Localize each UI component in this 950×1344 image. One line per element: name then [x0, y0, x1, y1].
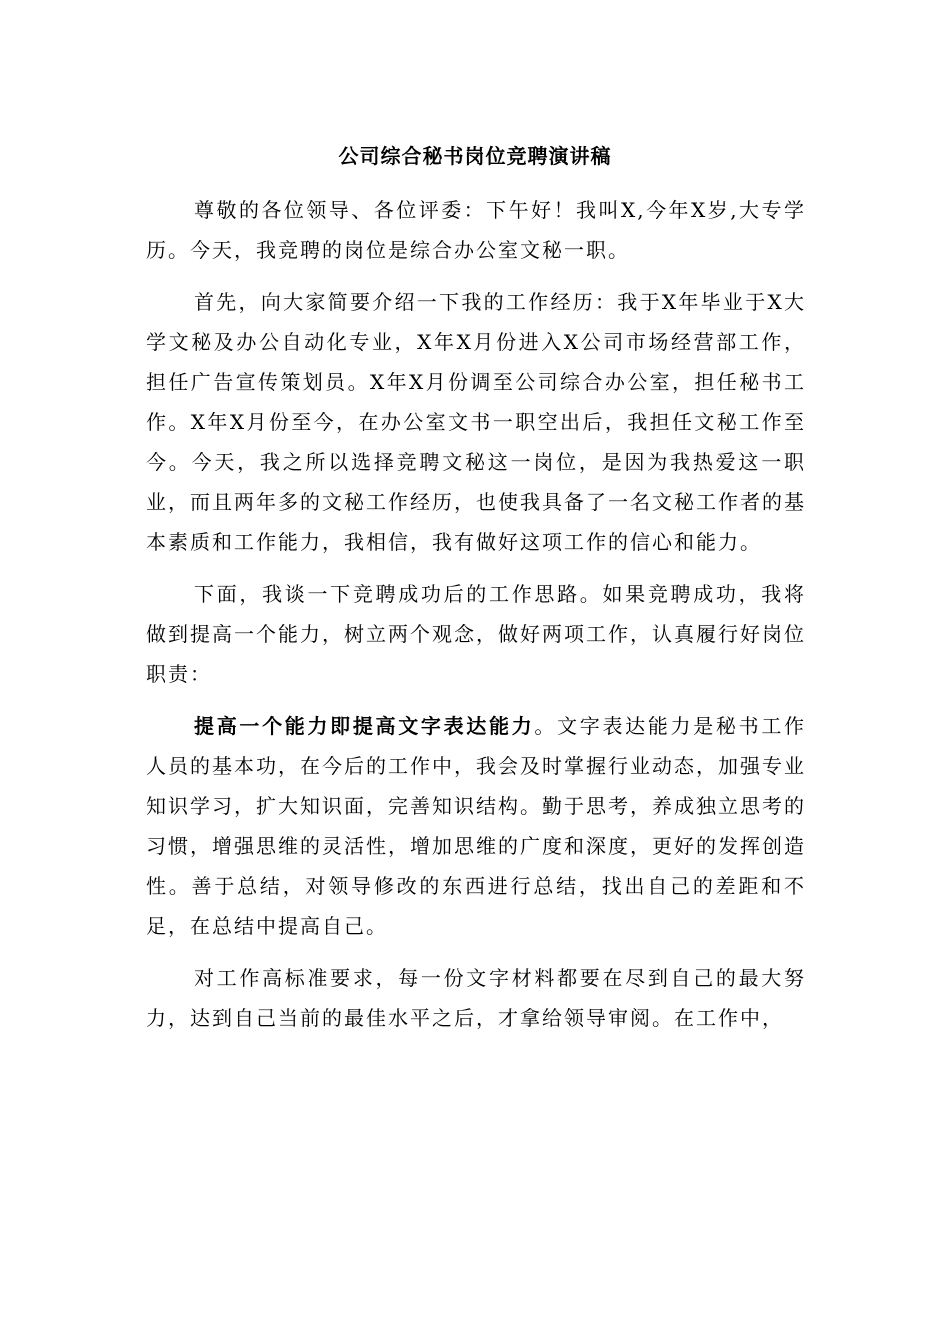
- paragraph-text: 下面，我谈一下竞聘成功后的工作思路。如果竞聘成功，我将做到提高一个能力，树立两个观念，做好两项工作，认真履行好岗位职责：: [146, 582, 806, 686]
- paragraph-bold-lead: 提高一个能力即提高文字表达能力: [194, 714, 535, 738]
- paragraph-work-plan: [146, 574, 806, 694]
- paragraph-high-standards: [146, 958, 806, 1038]
- paragraph-text: 首先，向大家简要介绍一下我的工作经历：我于X年毕业于X大学文秘及办公自动化专业，X年X月份进入X公司市场经营部工作，担任广告宣传策划员。X年X月份调至公司综合办公室，担任秘书工作。X年X月份至今，在办公室文书一职空出后，我担任文秘工作至今。今天，我之所以选择竞聘文秘这一岗位，是因为我热爱这一职业，而且两年多的文秘工作经历，也使我具备了一名文秘工作者的基本素质和工作能力，我相信，我有做好这项工作的信心和能力。: [146, 290, 806, 554]
- document-body: [146, 190, 806, 1050]
- paragraph-work-experience: [146, 282, 806, 562]
- paragraph-text: 。文字表达能力是秘书工作人员的基本功，在今后的工作中，我会及时掌握行业动态，加强专业知识学习，扩大知识面，完善知识结构。勤于思考，养成独立思考的习惯，增强思维的灵活性，增加思维的广度和深度，更好的发挥创造性。善于总结，对领导修改的东西进行总结，找出自己的差距和不足，在总结中提高自己。: [146, 714, 807, 938]
- paragraph-text: 对工作高标准要求，每一份文字材料都要在尽到自己的最大努力，达到自己当前的最佳水平之后，才拿给领导审阅。在工作中，: [146, 966, 806, 1030]
- paragraph-writing-ability: [146, 706, 806, 946]
- paragraph-greeting: [146, 190, 806, 270]
- document-title: 公司综合秘书岗位竞聘演讲稿: [338, 144, 612, 168]
- paragraph-text: 尊敬的各位领导、各位评委：下午好！我叫X,今年X岁,大专学历。今天，我竞聘的岗位是综合办公室文秘一职。: [146, 198, 806, 262]
